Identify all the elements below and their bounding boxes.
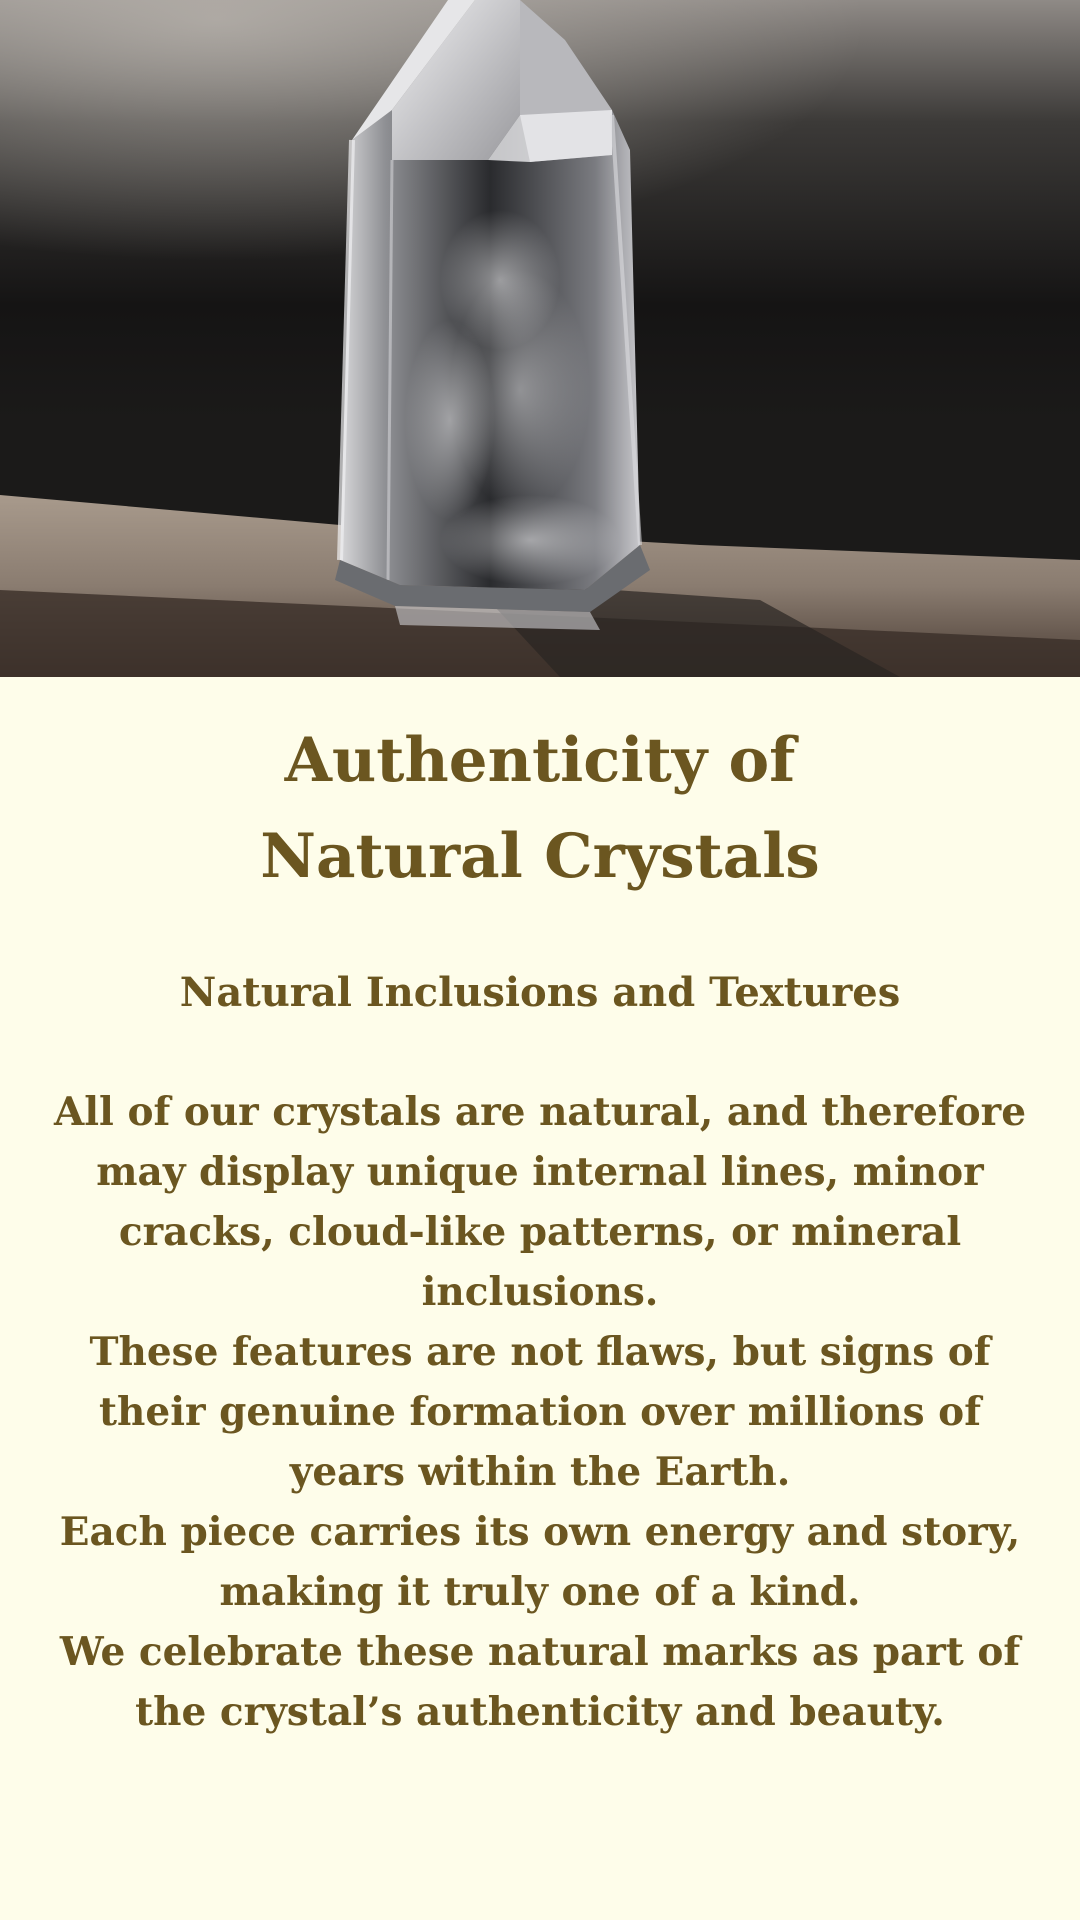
title-line-1: Authenticity of <box>284 725 796 796</box>
hero-image <box>0 0 1080 677</box>
paragraph-features: These features are not flaws, but signs of their genuine formation over millions of years within the Earth. <box>89 1329 991 1495</box>
section-subtitle: Natural Inclusions and Textures <box>179 969 901 1016</box>
closing-statement: We celebrate these natural marks as part of the crystal’s authenticity and beauty. <box>59 1629 1021 1735</box>
crystal-photo <box>0 0 1080 677</box>
paragraph-unique: Each piece carries its own energy and story, making it truly one of a kind. <box>59 1509 1021 1615</box>
description-body <box>40 1082 1040 1622</box>
paragraph-natural: All of our crystals are natural, and therefore may display unique internal lines, minor cracks, cloud-like patterns, or mineral inclusions. <box>53 1089 1027 1315</box>
page-title <box>0 713 1080 905</box>
title-line-2: Natural Crystals <box>260 821 820 892</box>
